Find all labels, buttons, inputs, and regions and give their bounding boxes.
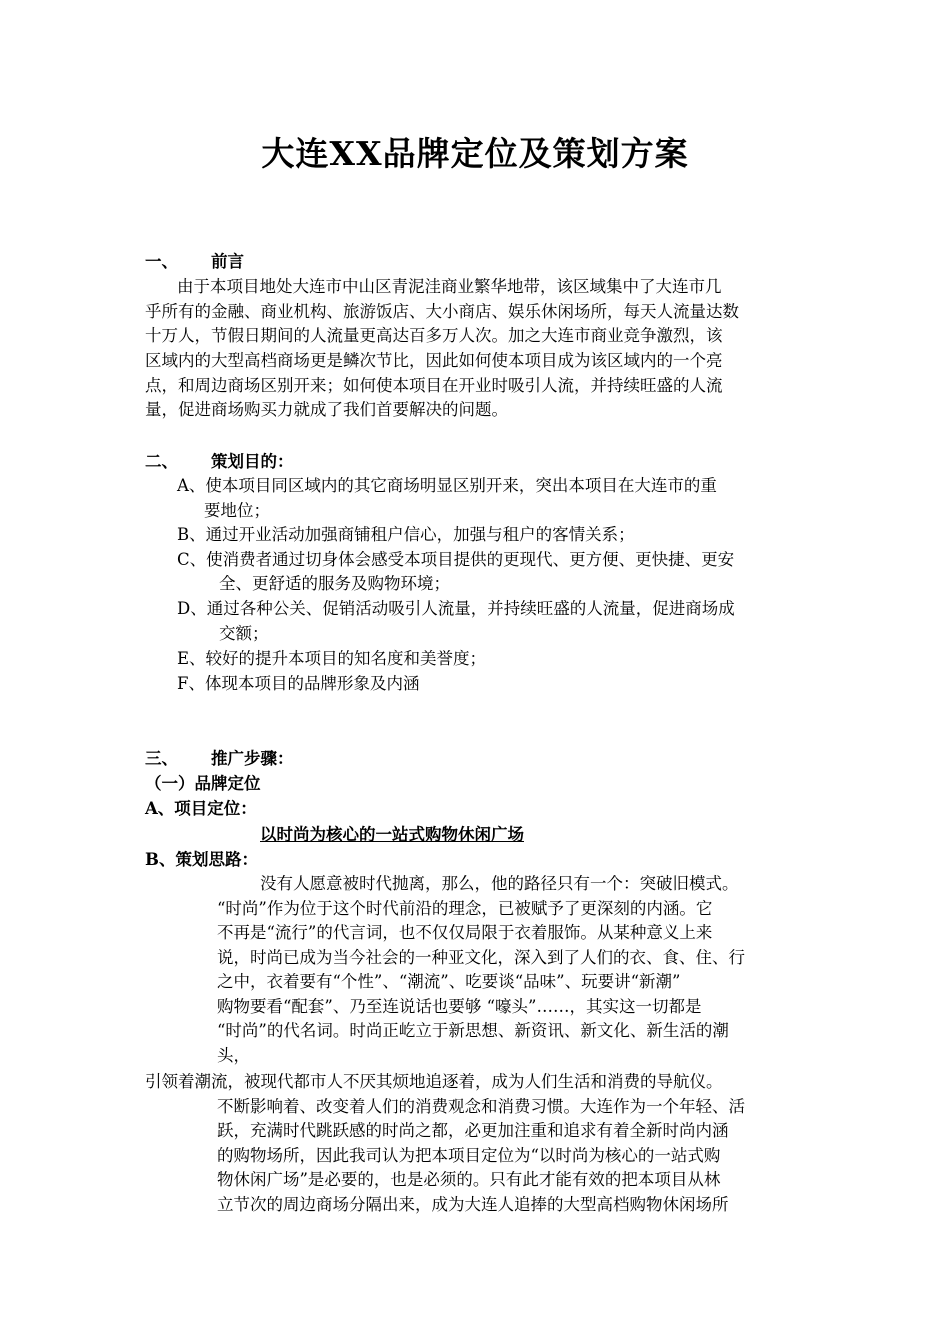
section3-line: 跃，充满时代跳跃感的时尚之都，必更加注重和追求有着全新时尚内涵 (217, 1121, 729, 1140)
section3-line: 物休闲广场”是必要的，也是必须的。只有此才能有效的把本项目从林 (217, 1170, 721, 1189)
section3-number: 三、 (145, 749, 178, 768)
section3-line: 头， (217, 1046, 250, 1065)
subsection-project-positioning: A、项目定位： (145, 799, 257, 818)
section1-heading (145, 250, 244, 274)
section3-line: 引领着潮流，被现代都市人不厌其烦地追逐着，成为人们生活和消费的导航仪。 (145, 1072, 723, 1091)
section2-number: 二、 (145, 452, 178, 471)
section3-title: 推广步骤： (211, 749, 294, 768)
section1-line: 区域内的大型高档商场更是鳞次节比，因此如何使本项目成为该区域内的一个亮 (145, 351, 723, 370)
section2-title: 策划目的： (211, 452, 294, 471)
section2-heading (145, 450, 294, 474)
section1-line: 由于本项目地处大连市中山区青泥洼商业繁华地带，该区域集中了大连市几 (177, 277, 722, 296)
section1-title: 前言 (211, 252, 244, 271)
positioning-statement: 以时尚为核心的一站式购物休闲广场 (260, 825, 524, 844)
section3-line: 说，时尚已成为当今社会的一种亚文化，深入到了人们的衣、食、住、行 (217, 948, 745, 967)
section2-item: 交额； (219, 624, 269, 643)
section3-line: “时尚”作为位于这个时代前沿的理念，已被赋予了更深刻的内涵。它 (217, 899, 713, 918)
section2-item: 全、更舒适的服务及购物环境； (219, 574, 450, 593)
section2-item: 要地位； (204, 501, 270, 520)
section2-item: B、通过开业活动加强商铺租户信心，加强与租户的客情关系； (177, 525, 635, 544)
section2-item: C、使消费者通过切身体会感受本项目提供的更现代、更方便、更快捷、更安 (177, 550, 735, 569)
document-title: 大连XX品牌定位及策划方案 (261, 134, 689, 173)
section2-item: D、通过各种公关、促销活动吸引人流量，并持续旺盛的人流量，促进商场成 (177, 599, 735, 618)
section3-line: 没有人愿意被时代抛离，那么，他的路径只有一个：突破旧模式。 (260, 874, 739, 893)
subsection-brand-positioning: （一）品牌定位 (145, 774, 261, 793)
section1-line: 量，促进商场购买力就成了我们首要解决的问题。 (145, 400, 508, 419)
section1-line: 乎所有的金融、商业机构、旅游饭店、大小商店、娱乐休闲场所，每天人流量达数 (145, 302, 739, 321)
section3-heading (145, 747, 294, 771)
section3-line: 之中，衣着要有“个性”、“潮流”、吃要谈“品味”、玩要讲“新潮” (217, 972, 681, 991)
section3-line: 不再是“流行”的代言词，也不仅仅局限于衣着服饰。从某种意义上来 (217, 923, 713, 942)
section3-line: 不断影响着、改变着人们的消费观念和消费习惯。大连作为一个年轻、活 (217, 1097, 745, 1116)
section3-line: 购物要看“配套”、乃至连说话也要够 “嚎头”……，其实这一切都是 (217, 997, 702, 1016)
section3-line: 的购物场所，因此我司认为把本项目定位为“以时尚为核心的一站式购 (217, 1146, 721, 1165)
section2-item: A、使本项目同区域内的其它商场明显区别开来，突出本项目在大连市的重 (177, 476, 717, 495)
section1-line: 点，和周边商场区别开来；如何使本项目在开业时吸引人流，并持续旺盛的人流 (145, 376, 723, 395)
section1-line: 十万人，节假日期间的人流量更高达百多万人次。加之大连市商业竞争激烈，该 (145, 326, 723, 345)
section3-line: 立节次的周边商场分隔出来，成为大连人追捧的大型高档购物休闲场所 (217, 1195, 729, 1214)
section2-item: F、体现本项目的品牌形象及内涵 (177, 674, 420, 693)
section1-number: 一、 (145, 252, 178, 271)
section3-line: “时尚”的代名词。时尚正屹立于新思想、新资讯、新文化、新生活的潮 (217, 1021, 729, 1040)
section2-item: E、较好的提升本项目的知名度和美誉度； (177, 649, 487, 668)
subsection-planning-idea: B、策划思路： (145, 850, 258, 869)
